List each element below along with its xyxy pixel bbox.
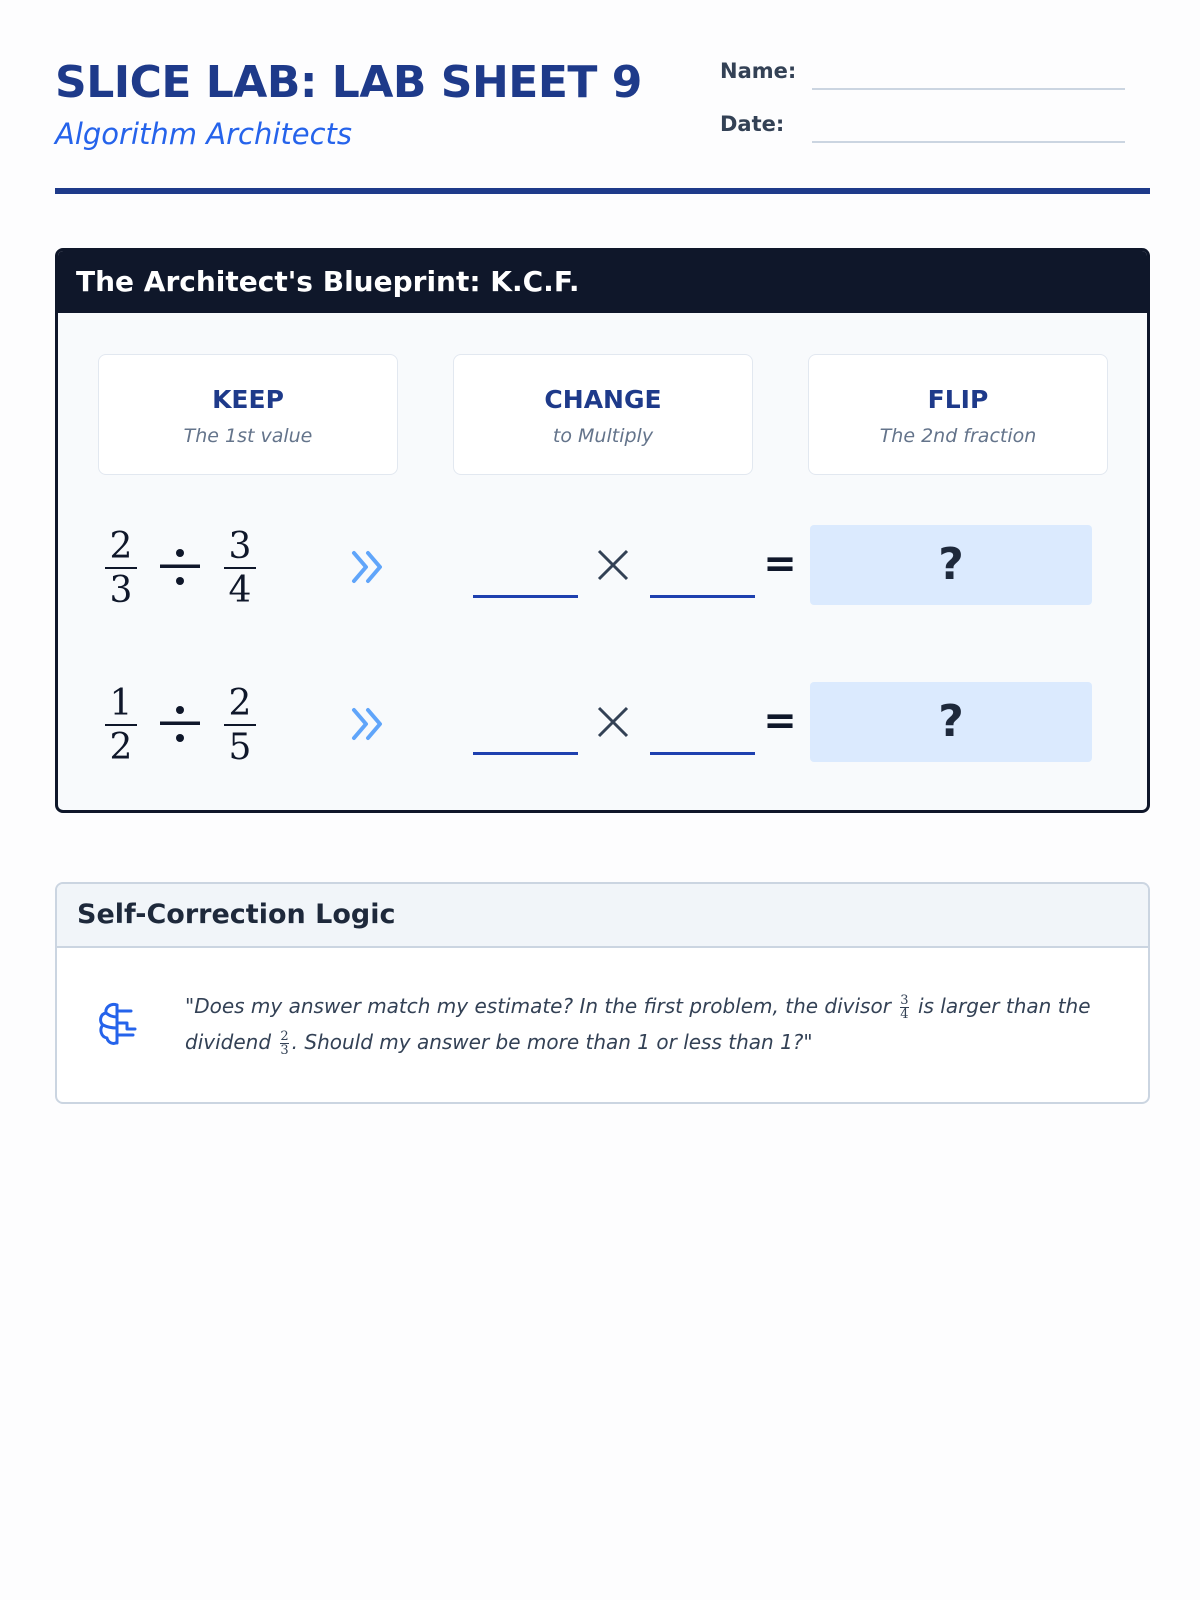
step-name: FLIP [927, 385, 989, 414]
inline-denominator: 3 [280, 1043, 289, 1058]
divisor-fraction [220, 683, 260, 768]
worksheet-header [55, 55, 1150, 195]
prompt-text-part-1: "Does my answer match my estimate? In the first problem, the divisor [185, 994, 891, 1018]
date-field[interactable] [812, 141, 1125, 143]
divisor-denominator: 4 [228, 570, 252, 611]
answer-box[interactable]: ? [810, 525, 1092, 605]
prompt-text-part-2: is larger than the dividend [185, 994, 1091, 1054]
date-label: Date: [720, 112, 785, 136]
self-correction-prompt [185, 988, 1105, 1060]
step-card-keep [98, 354, 398, 475]
equals-sign: = [763, 541, 797, 587]
division-sign-icon [158, 694, 202, 754]
step-card-change [453, 354, 753, 475]
divisor-numerator: 3 [228, 526, 252, 567]
blueprint-title: The Architect's Blueprint: K.C.F. [76, 265, 580, 298]
self-correction-header [57, 884, 1148, 948]
flip-answer-blank[interactable] [650, 752, 755, 755]
inline-numerator: 3 [900, 993, 909, 1008]
dividend-denominator: 2 [109, 727, 133, 768]
step-description: The 1st value [183, 425, 313, 447]
division-sign-icon [158, 537, 202, 597]
dividend-numerator: 2 [109, 526, 133, 567]
dividend-fraction [101, 683, 141, 768]
header-divider [55, 188, 1150, 194]
step-description: to Multiply [552, 425, 654, 447]
inline-fraction-dividend [280, 1030, 288, 1057]
brain-icon [97, 1001, 141, 1047]
double-chevron-right-icon [348, 547, 388, 587]
flip-answer-blank[interactable] [650, 595, 755, 598]
divisor-denominator: 5 [228, 727, 252, 768]
equals-sign: = [763, 698, 797, 744]
inline-denominator: 4 [900, 1007, 909, 1022]
prompt-text-part-3: . Should my answer be more than 1 or less than 1?" [291, 1030, 813, 1054]
step-name: KEEP [212, 385, 284, 414]
step-description: The 2nd fraction [879, 425, 1037, 447]
dividend-fraction [101, 526, 141, 611]
step-name: CHANGE [544, 385, 662, 414]
problem-row-1 [58, 525, 1147, 615]
step-card-flip [808, 354, 1108, 475]
name-label: Name: [720, 59, 797, 83]
self-correction-panel [55, 882, 1150, 1104]
inline-numerator: 2 [280, 1029, 289, 1044]
dividend-numerator: 1 [109, 683, 133, 724]
keep-answer-blank[interactable] [473, 595, 578, 598]
multiply-icon [595, 704, 631, 740]
inline-fraction-divisor [900, 994, 908, 1021]
name-field[interactable] [812, 88, 1125, 90]
self-correction-title: Self-Correction Logic [77, 899, 396, 930]
divisor-numerator: 2 [228, 683, 252, 724]
blueprint-header [58, 251, 1147, 313]
problem-row-2 [58, 682, 1147, 772]
blueprint-panel [55, 248, 1150, 813]
double-chevron-right-icon [348, 704, 388, 744]
answer-box[interactable]: ? [810, 682, 1092, 762]
keep-answer-blank[interactable] [473, 752, 578, 755]
dividend-denominator: 3 [109, 570, 133, 611]
page-title: SLICE LAB: LAB SHEET 9 [55, 57, 642, 108]
multiply-icon [595, 547, 631, 583]
page-subtitle: Algorithm Architects [55, 117, 353, 151]
divisor-fraction [220, 526, 260, 611]
